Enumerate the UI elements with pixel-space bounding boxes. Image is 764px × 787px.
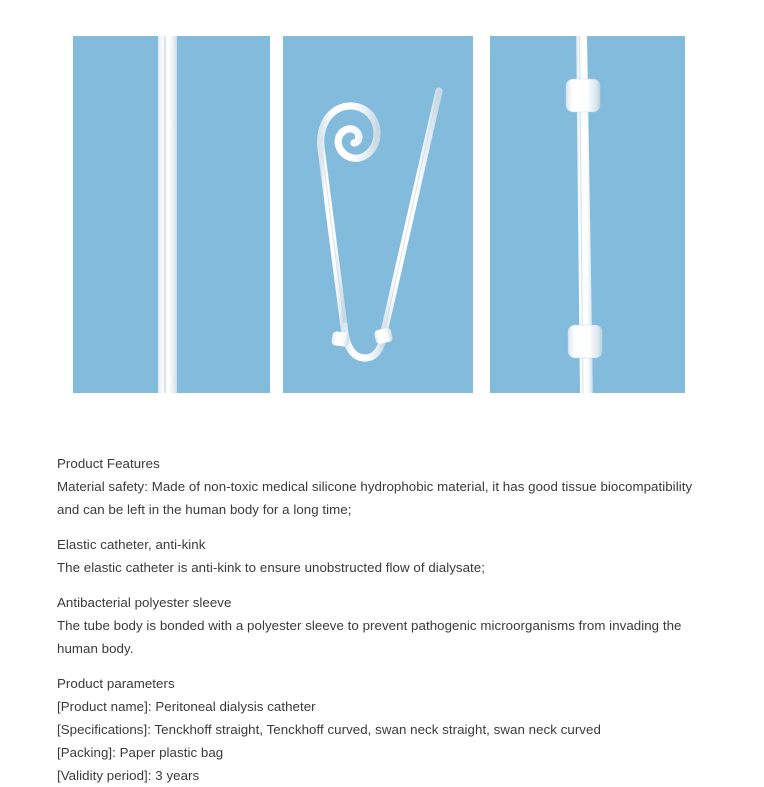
feature-section-elastic bbox=[57, 533, 707, 579]
product-image-panel-4[interactable] bbox=[490, 36, 685, 393]
catheter-shaft-illustration-1 bbox=[73, 36, 158, 393]
parameter-row-validity-period: [Validity period]: 3 years bbox=[57, 768, 200, 783]
polyester-cuff-upper-icon bbox=[566, 79, 600, 112]
product-parameters-heading: Product parameters bbox=[57, 676, 175, 691]
feature-title-antibacterial: Antibacterial polyester sleeve bbox=[57, 595, 232, 610]
parameter-row-product-name: [Product name]: Peritoneal dialysis catheter bbox=[57, 699, 316, 714]
product-features-section bbox=[57, 452, 707, 521]
coiled-catheter-illustration bbox=[283, 36, 473, 393]
cuffed-catheter-illustration bbox=[490, 36, 685, 393]
feature-section-antibacterial bbox=[57, 591, 707, 660]
product-image-panel-3[interactable] bbox=[283, 36, 473, 393]
product-image-panel-1[interactable] bbox=[73, 36, 158, 393]
catheter-shaft-illustration-2 bbox=[177, 36, 270, 393]
parameter-row-specifications: [Specifications]: Tenckhoff straight, Tenckhoff curved, swan neck straight, swan neck curved bbox=[57, 722, 601, 737]
feature-body-antibacterial: The tube body is bonded with a polyester sleeve to prevent pathogenic microorganisms from invading the human body. bbox=[57, 618, 682, 656]
feature-title-elastic: Elastic catheter, anti-kink bbox=[57, 537, 206, 552]
polyester-cuff-lower-icon bbox=[568, 325, 602, 358]
product-parameters-section bbox=[57, 672, 707, 787]
feature-body-elastic: The elastic catheter is anti-kink to ensure unobstructed flow of dialysate; bbox=[57, 560, 485, 575]
product-image-panel-2[interactable] bbox=[177, 36, 270, 393]
feature-body-material-safety: Material safety: Made of non-toxic medical silicone hydrophobic material, it has good tissue biocompatibility and can be left in the human body for a long time; bbox=[57, 479, 693, 517]
product-description bbox=[57, 452, 707, 787]
parameter-row-packing: [Packing]: Paper plastic bag bbox=[57, 745, 224, 760]
straight-catheter-shaft-icon bbox=[158, 36, 177, 393]
product-features-heading: Product Features bbox=[57, 456, 160, 471]
